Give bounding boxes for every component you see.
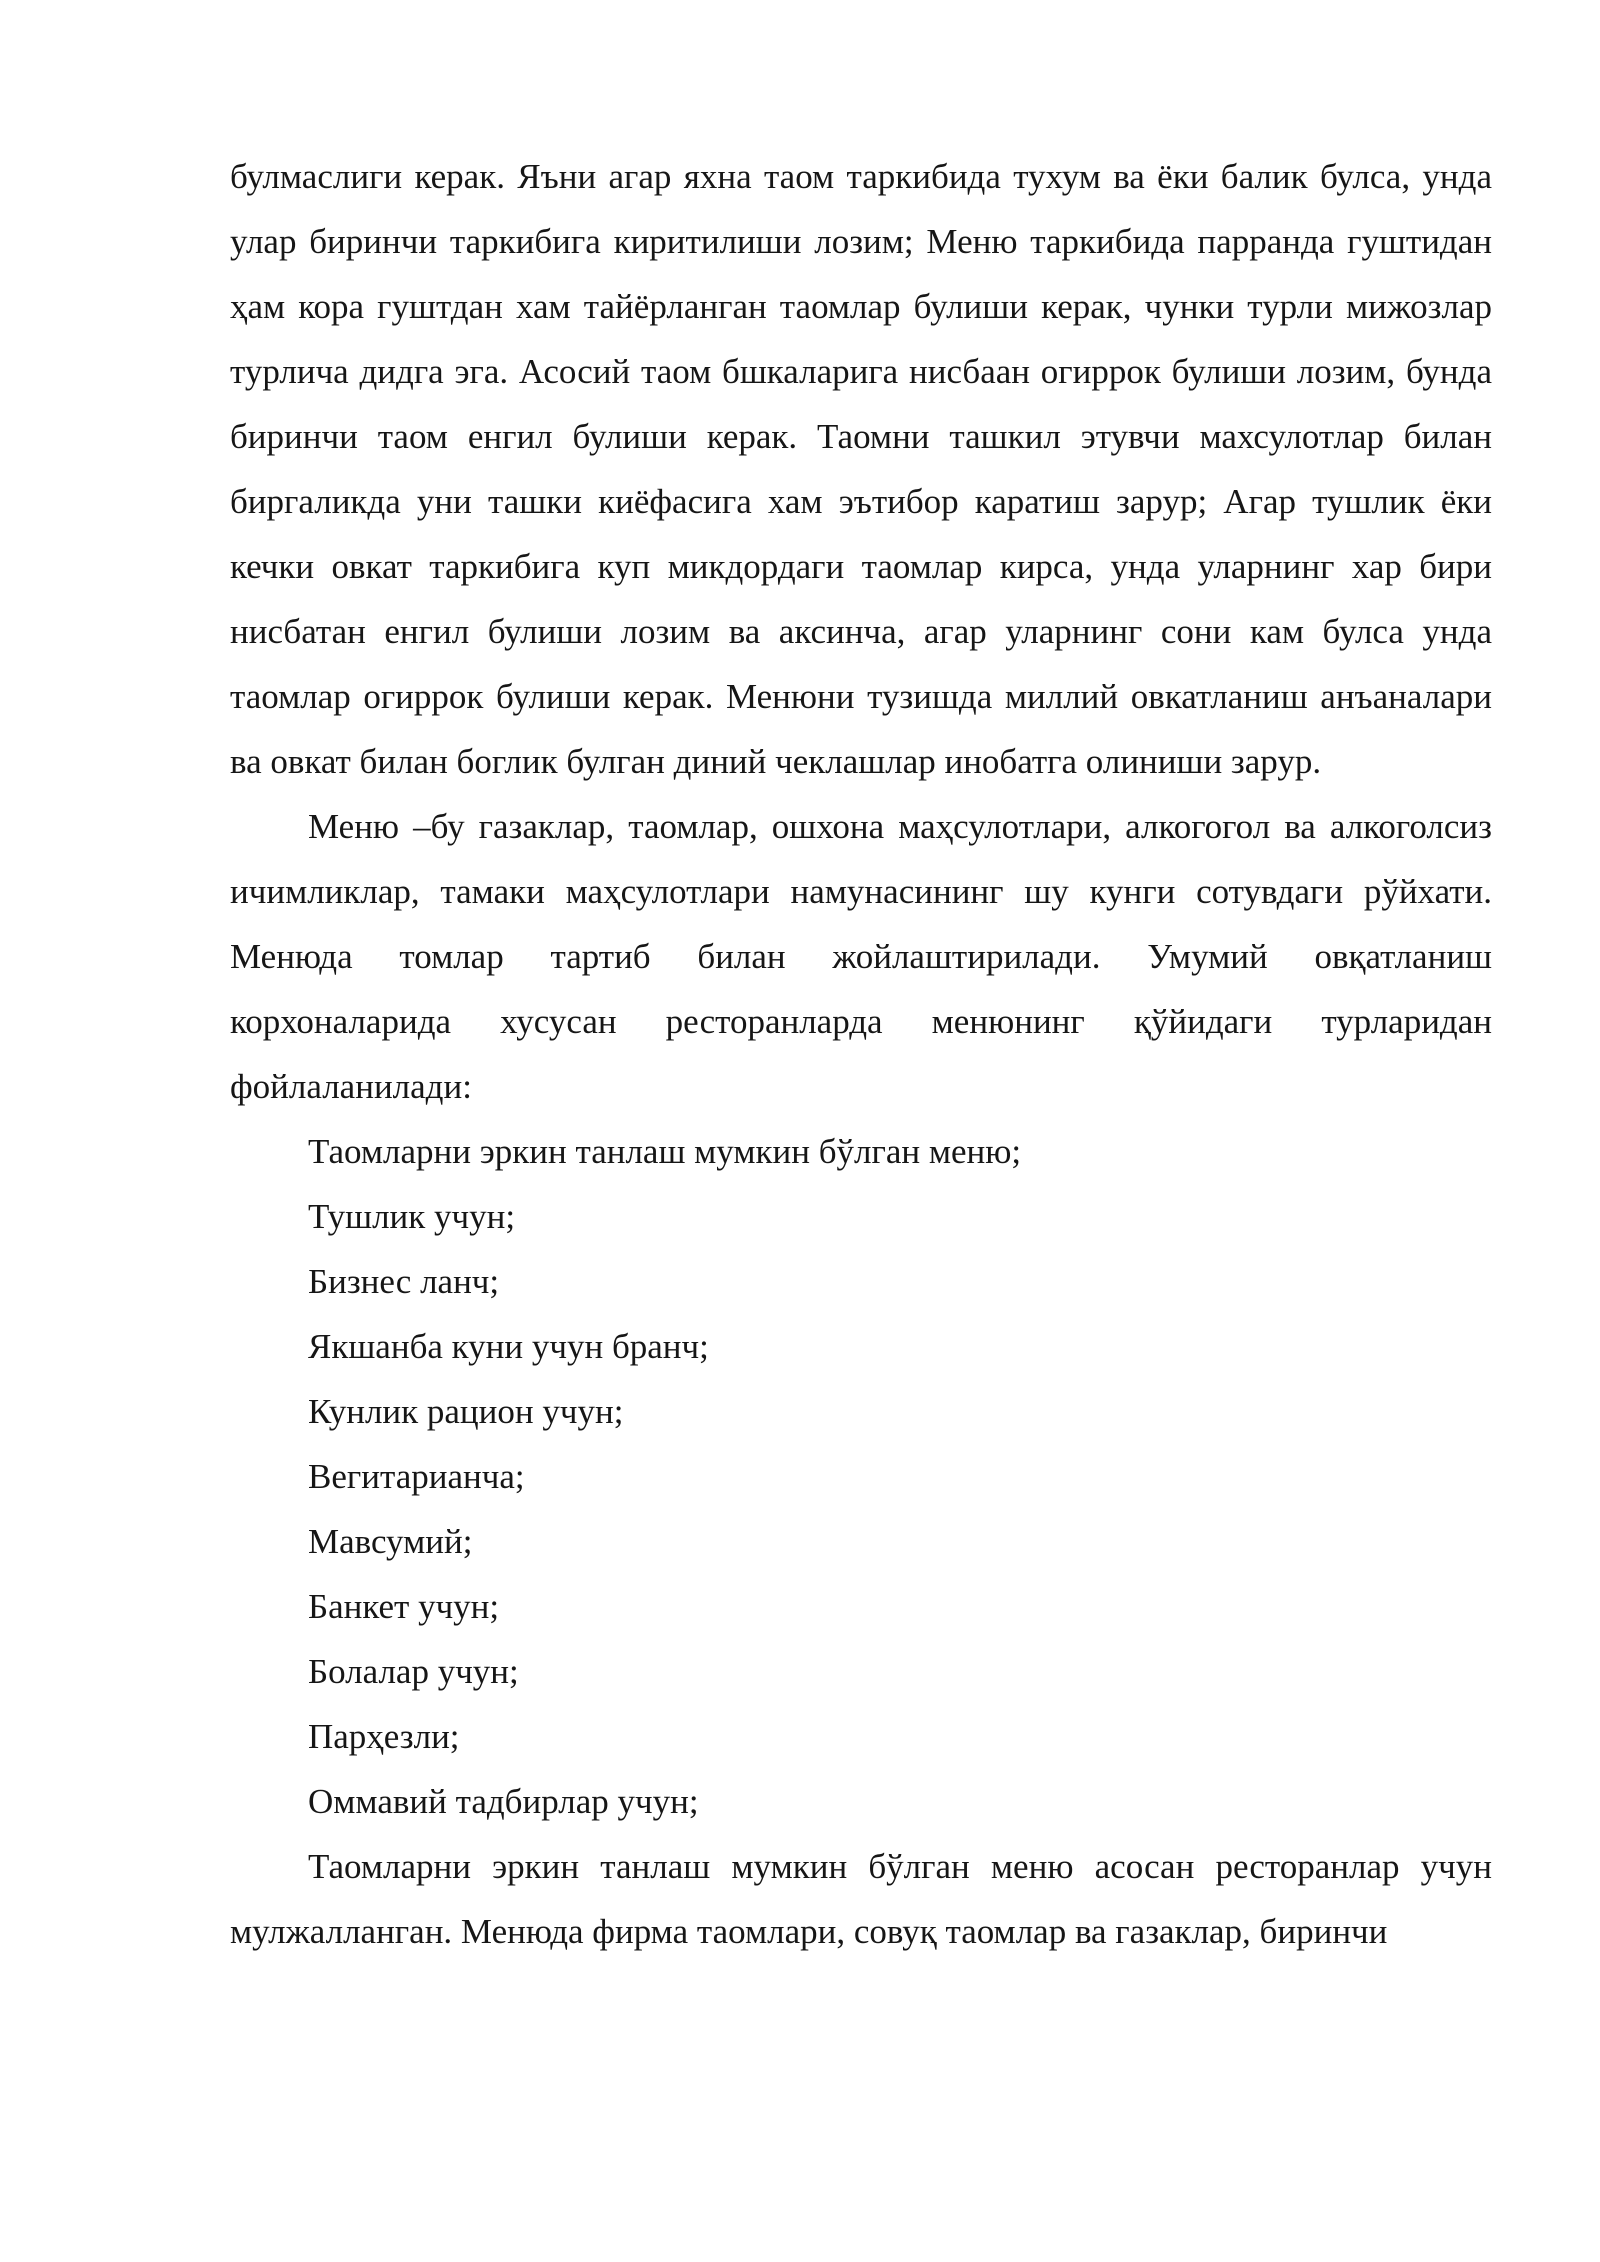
paragraph-free-choice-menu: Таомларни эркин танлаш мумкин бўлган меню асосан ресторанлар учун мулжалланган. Менюда фирма таомлари, совуқ таомлар ва газаклар, биринчи bbox=[230, 1847, 1492, 1951]
list-item: Таомларни эркин танлаш мумкин бўлган меню; bbox=[308, 1132, 1022, 1171]
list-item: Банкет учун; bbox=[308, 1587, 500, 1626]
paragraph-menu-definition: Меню –бу газаклар, таомлар, ошхона маҳсулотлари, алкогогол ва алкоголсиз ичимликлар, тамаки маҳсулотлари намунасининг шу кунги сотувдаги рўйхати. Менюда томлар тартиб билан жойлаштирилади. Умумий овқатланиш корхоналарида хусусан ресторанларда менюнинг қўйидаги турларидан фойлаланилади: bbox=[230, 807, 1492, 1106]
list-item: Мавсумий; bbox=[308, 1522, 473, 1561]
list-item: Болалар учун; bbox=[308, 1652, 519, 1691]
paragraph-menu-composition: булмаслиги керак. Яъни агар яхна таом таркибида тухум ва ёки балик булса, унда улар биринчи таркибига киритилиши лозим; Меню таркибида парранда гуштидан ҳам кора гуштдан хам тайёрланган таомлар булиши керак, чунки турли мижозлар турлича дидга эга. Асосий таом бшкаларига нисбаан огиррок булиши лозим, бунда биринчи таом енгил булиши керак. Таомни ташкил этувчи махсулотлар билан биргаликда уни ташки киёфасига хам эътибор каратиш зарур; Агар тушлик ёки кечки овкат таркибига куп микдордаги таомлар кирса, унда уларнинг хар бири нисбатан енгил булиши лозим ва аксинча, агар уларнинг сони кам булса унда таомлар огиррок булиши керак. Менюни тузишда миллий овкатланиш анъаналари ва овкат билан боглик булган диний чеклашлар инобатга олиниши зарур. bbox=[230, 157, 1492, 781]
list-item: Парҳезли; bbox=[308, 1717, 460, 1756]
list-item: Вегитарианча; bbox=[308, 1457, 525, 1496]
document-body bbox=[230, 144, 1492, 1964]
list-item: Якшанба куни учун бранч; bbox=[308, 1327, 709, 1366]
list-item: Оммавий тадбирлар учун; bbox=[308, 1782, 699, 1821]
menu-types-list bbox=[230, 1119, 1492, 1834]
list-item: Бизнес ланч; bbox=[308, 1262, 500, 1301]
list-item: Тушлик учун; bbox=[308, 1197, 516, 1236]
list-item: Кунлик рацион учун; bbox=[308, 1392, 624, 1431]
